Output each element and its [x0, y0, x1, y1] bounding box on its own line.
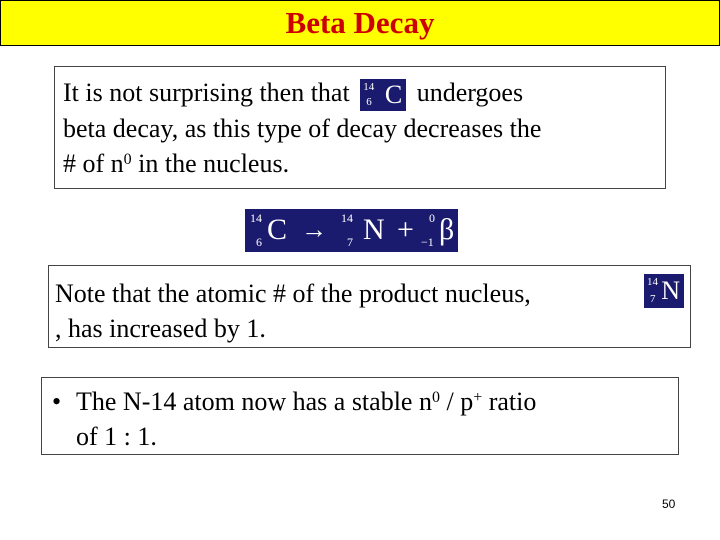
beta-decay-equation [245, 209, 458, 252]
bullet-text-b: / p [439, 387, 474, 416]
box1-line3-suffix: in the nucleus. [131, 149, 290, 179]
bullet-sup-b: + [473, 389, 483, 406]
bullet-text-a: The N-14 atom now has a stable n [76, 387, 432, 416]
text-box-carbon [54, 66, 666, 189]
box2-line1: Note that the atomic # of the product nucleus, [55, 279, 531, 308]
beta-mass: 0 [429, 211, 435, 225]
carbon-symbol: C [384, 80, 403, 110]
nitrogen-symbol: N [661, 276, 680, 305]
box2-line2: , has increased by 1. [55, 314, 266, 343]
beta-atomic-number: −1 [421, 235, 434, 249]
page-number: 50 [662, 497, 676, 511]
nitrogen-mass: 14 [647, 276, 658, 288]
box1-text-after: undergoes [416, 78, 524, 107]
bullet-line1 [76, 384, 536, 419]
nitrogen-atomic-number: 7 [650, 293, 656, 305]
beta-symbol: β [439, 213, 455, 246]
text-box-product [48, 265, 691, 348]
carbon-mass: 14 [363, 81, 375, 94]
plus-sign: + [397, 213, 414, 246]
reactant-symbol: C [267, 213, 288, 246]
bullet-dot: • [52, 387, 62, 416]
product-mass: 14 [341, 211, 353, 225]
bullet-text [76, 384, 536, 454]
reaction-arrow: → [301, 215, 327, 244]
box1-line2: beta decay, as this type of decay decreases the [63, 114, 542, 144]
box1-text-before: It is not surprising then that [63, 78, 350, 107]
bullet-text-c: ratio [482, 387, 537, 416]
reactant-mass: 14 [250, 211, 262, 225]
carbon-14-nucleus [360, 79, 406, 111]
box1-line1 [63, 75, 665, 111]
title-bar [0, 0, 720, 46]
text-box-ratio [41, 377, 679, 455]
product-symbol: N [363, 213, 385, 246]
box1-line3-sup: 0 [123, 151, 132, 169]
bullet-line2: of 1 : 1. [76, 422, 157, 451]
carbon-atomic-number: 6 [366, 96, 372, 109]
box1-line3-prefix: # of n [63, 149, 124, 179]
box1-line3 [63, 146, 665, 181]
reactant-atomic-number: 6 [256, 235, 262, 249]
slide-title: Beta Decay [285, 5, 435, 40]
nitrogen-14-nucleus [644, 274, 684, 308]
bullet-sup-a: 0 [431, 389, 440, 406]
product-atomic-number: 7 [347, 235, 353, 249]
bullet-item [52, 384, 678, 454]
